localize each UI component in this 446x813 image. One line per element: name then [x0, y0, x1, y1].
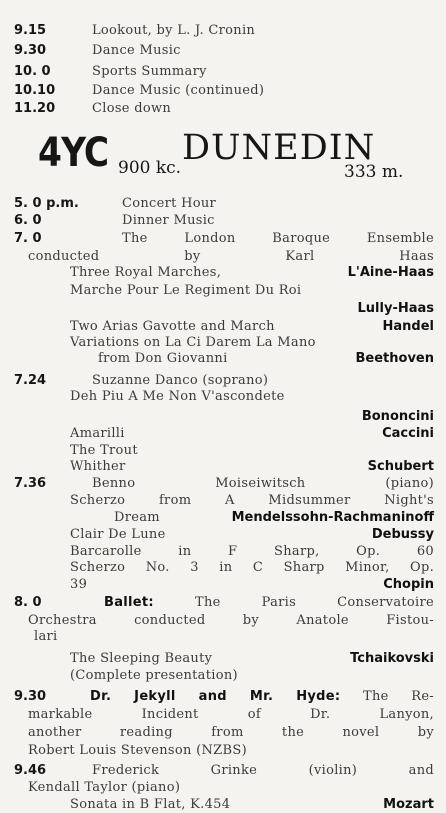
composer-name: Schubert	[367, 459, 434, 474]
program-description: conducted by Karl Haas	[28, 249, 434, 264]
composer-name: Tchaikovski	[350, 651, 434, 666]
program-time: 9.30	[14, 689, 47, 704]
program-text	[70, 576, 87, 593]
program-line	[14, 724, 434, 741]
program-text	[70, 425, 125, 442]
program-description: another reading from the novel by	[28, 725, 434, 740]
composer-name: L'Aine-Haas	[347, 265, 434, 280]
program-line	[14, 22, 434, 39]
program-line	[14, 408, 434, 425]
program-line	[14, 509, 434, 526]
program-line	[14, 559, 434, 576]
program-line	[14, 526, 434, 543]
program-description: 39	[70, 577, 88, 592]
program-line	[14, 442, 434, 459]
composer-name: Bononcini	[361, 409, 434, 424]
composer-name: Caccini	[382, 426, 434, 441]
program-text: Dance Music	[92, 43, 181, 58]
program-time: 7. 0	[14, 231, 42, 246]
program-text	[70, 526, 166, 543]
program-text	[122, 212, 434, 229]
program-line	[14, 264, 434, 281]
program-line	[14, 576, 434, 593]
program-description: Sonata in B Flat, K.454	[70, 797, 231, 812]
program-description: Frederick Grinke (violin) and	[92, 763, 434, 778]
program-time: 9.15	[14, 23, 47, 38]
program-description: Clair De Lune	[70, 527, 166, 542]
program-description: The London Baroque Ensemble	[122, 231, 434, 246]
composer-name: Mendelssohn-Rachmaninoff	[231, 510, 434, 525]
program-text	[92, 762, 434, 779]
program-heading: Dr. Jekyll and Mr. Hyde:	[90, 689, 341, 704]
program-text	[70, 334, 434, 351]
program-text	[28, 248, 434, 265]
program-line	[14, 82, 434, 99]
program-time: 8. 0	[14, 595, 42, 610]
program-description: Three Royal Marches,	[70, 265, 222, 280]
program-line	[14, 100, 434, 117]
program-text	[70, 282, 434, 299]
composer-name: Beethoven	[355, 351, 434, 366]
program-text	[70, 264, 221, 281]
program-line	[14, 458, 434, 475]
program-description: Benno Moiseiwitsch (piano)	[92, 476, 434, 491]
program-text: Sports Summary	[92, 64, 207, 79]
program-description: lari	[34, 629, 58, 644]
program-line	[14, 688, 434, 705]
program-line	[14, 300, 434, 317]
program-description: (Complete presentation)	[70, 668, 238, 683]
program-line	[14, 628, 434, 645]
program-time: 7.24	[14, 373, 47, 388]
station-city: DUNEDIN	[182, 128, 376, 168]
program-line	[14, 42, 434, 59]
program-description: Barcarolle in F Sharp, Op. 60	[70, 544, 434, 559]
program-text: Close down	[92, 101, 172, 116]
program-description: Variations on La Ci Darem La Mano	[70, 335, 316, 350]
program-line	[14, 388, 434, 405]
program-line	[14, 230, 434, 247]
composer-name: Lully-Haas	[357, 301, 434, 316]
program-text	[70, 388, 434, 405]
program-text	[70, 667, 434, 684]
program-text	[28, 706, 434, 723]
program-line	[14, 492, 434, 509]
program-description: Suzanne Danco (soprano)	[92, 373, 269, 388]
program-line	[14, 612, 434, 629]
program-time: 11.20	[14, 101, 56, 116]
program-line	[14, 742, 434, 759]
program-text	[92, 475, 434, 492]
program-line	[14, 318, 434, 335]
program-text	[70, 492, 434, 509]
station-wavelength: 333 m.	[344, 162, 404, 182]
program-description: Deh Piu A Me Non V'ascondete	[70, 389, 285, 404]
program-line	[14, 248, 434, 265]
program-description: Scherzo No. 3 in C Sharp Minor, Op.	[70, 560, 434, 575]
program-text	[70, 442, 434, 459]
program-line	[14, 475, 434, 492]
program-description: The Trout	[70, 443, 138, 458]
program-text	[104, 594, 434, 611]
program-text	[28, 612, 434, 629]
program-text	[70, 318, 275, 335]
program-line	[14, 63, 434, 80]
program-text	[122, 195, 434, 212]
program-text	[70, 543, 434, 560]
program-text	[70, 650, 212, 667]
program-text	[90, 688, 434, 705]
program-line	[14, 650, 434, 667]
program-description: Dream	[114, 510, 160, 525]
program-line	[14, 779, 434, 796]
program-line	[14, 594, 434, 611]
program-time: 9.46	[14, 763, 47, 778]
program-line	[14, 195, 434, 212]
program-line	[14, 425, 434, 442]
program-line	[14, 706, 434, 723]
program-text: Dance Music (continued)	[92, 83, 265, 98]
program-text	[92, 372, 434, 389]
program-line	[14, 212, 434, 229]
program-description: markable Incident of Dr. Lanyon,	[28, 707, 434, 722]
program-time: 10. 0	[14, 64, 51, 79]
station-call-sign: 4YC	[38, 130, 109, 176]
program-description: The Sleeping Beauty	[70, 651, 213, 666]
program-text	[70, 458, 126, 475]
program-line	[14, 543, 434, 560]
program-text	[28, 742, 434, 759]
program-text	[28, 724, 434, 741]
composer-name: Chopin	[383, 577, 434, 592]
program-time: 7.36	[14, 476, 47, 491]
program-text	[122, 230, 434, 247]
program-line	[14, 796, 434, 813]
program-description: Amarilli	[70, 426, 125, 441]
program-description: Orchestra conducted by Anatole Fistou-	[28, 613, 434, 628]
program-text	[28, 779, 434, 796]
program-description: Whither	[70, 459, 126, 474]
composer-name: Debussy	[371, 527, 434, 542]
program-description: The Re-	[340, 689, 434, 704]
program-description: Two Arias Gavotte and March	[70, 319, 275, 334]
program-description: The Paris Conservatoire	[153, 595, 434, 610]
station-header	[14, 128, 434, 186]
program-description: Kendall Taylor (piano)	[28, 780, 181, 795]
program-heading: Ballet:	[104, 595, 154, 610]
program-line	[14, 282, 434, 299]
program-text	[34, 628, 434, 645]
program-description: Dinner Music	[122, 213, 215, 228]
program-line	[14, 762, 434, 779]
program-line	[14, 667, 434, 684]
program-text	[98, 350, 228, 367]
program-time: 9.30	[14, 43, 47, 58]
program-time: 6. 0	[14, 213, 42, 228]
program-text	[70, 796, 230, 813]
program-time: 5. 0 p.m.	[14, 196, 79, 211]
program-text	[114, 509, 160, 526]
program-time: 10.10	[14, 83, 56, 98]
program-description: Scherzo from A Midsummer Night's	[70, 493, 434, 508]
composer-name: Handel	[382, 319, 434, 334]
program-description: Robert Louis Stevenson (NZBS)	[28, 743, 247, 758]
program-description: Marche Pour Le Regiment Du Roi	[70, 283, 302, 298]
program-line	[14, 350, 434, 367]
program-text: Lookout, by L. J. Cronin	[92, 23, 256, 38]
station-frequency: 900 kc.	[118, 158, 182, 178]
program-text	[70, 559, 434, 576]
program-description: Concert Hour	[122, 196, 217, 211]
program-line	[14, 372, 434, 389]
program-line	[14, 334, 434, 351]
composer-name: Mozart	[383, 797, 434, 812]
program-description: from Don Giovanni	[98, 351, 228, 366]
